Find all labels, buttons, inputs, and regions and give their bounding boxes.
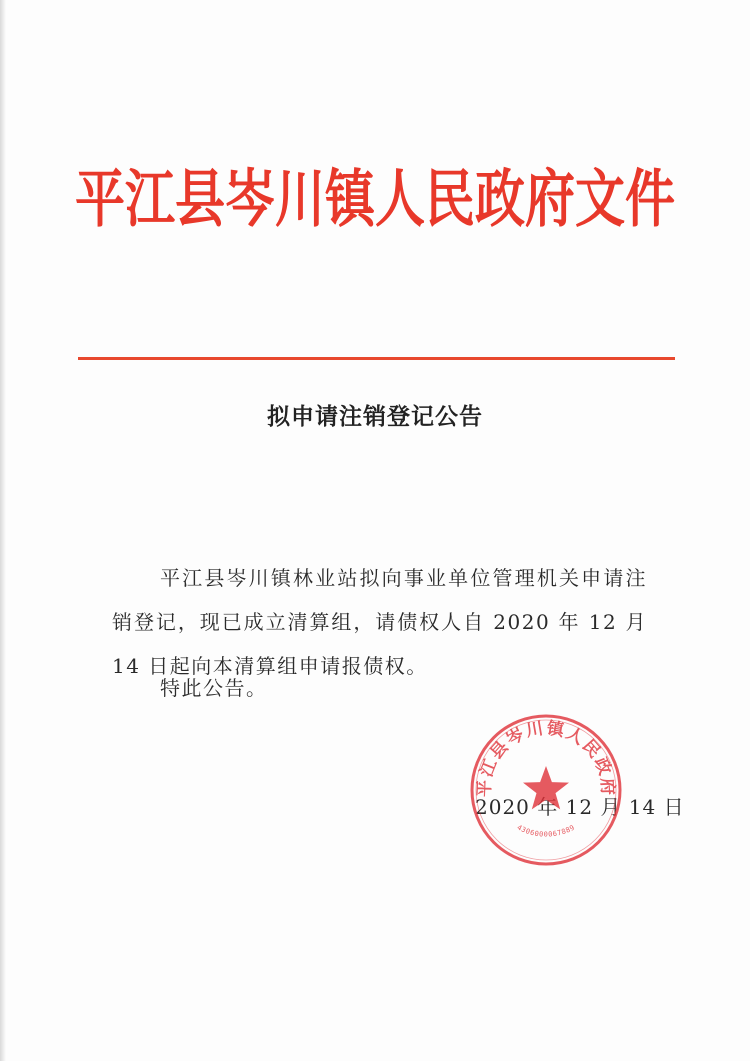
seal-icon: [466, 710, 626, 870]
document-date: 2020 年 12 月 14 日: [475, 795, 685, 819]
document-closing: 特此公告。: [160, 676, 268, 700]
document-title: 拟申请注销登记公告: [267, 404, 483, 430]
masthead-title: 平江县岑川镇人民政府文件: [75, 161, 675, 236]
document-body-paragraph: 平江县岑川镇林业站拟向事业单位管理机关申请注销登记，现已成立清算组，请债权人自 2020 年 12 月 14 日起向本清算组申请报债权。: [112, 566, 647, 678]
seal-ring-text: 平江县岑川镇人民政府: [474, 718, 618, 798]
svg-text:4306000067889: [516, 823, 577, 838]
page-edge-shadow: [0, 0, 6, 1061]
seal-code-text: 4306000067889: [515, 823, 577, 839]
masthead-red-rule: [78, 357, 675, 360]
official-seal-stamp: [466, 710, 626, 870]
